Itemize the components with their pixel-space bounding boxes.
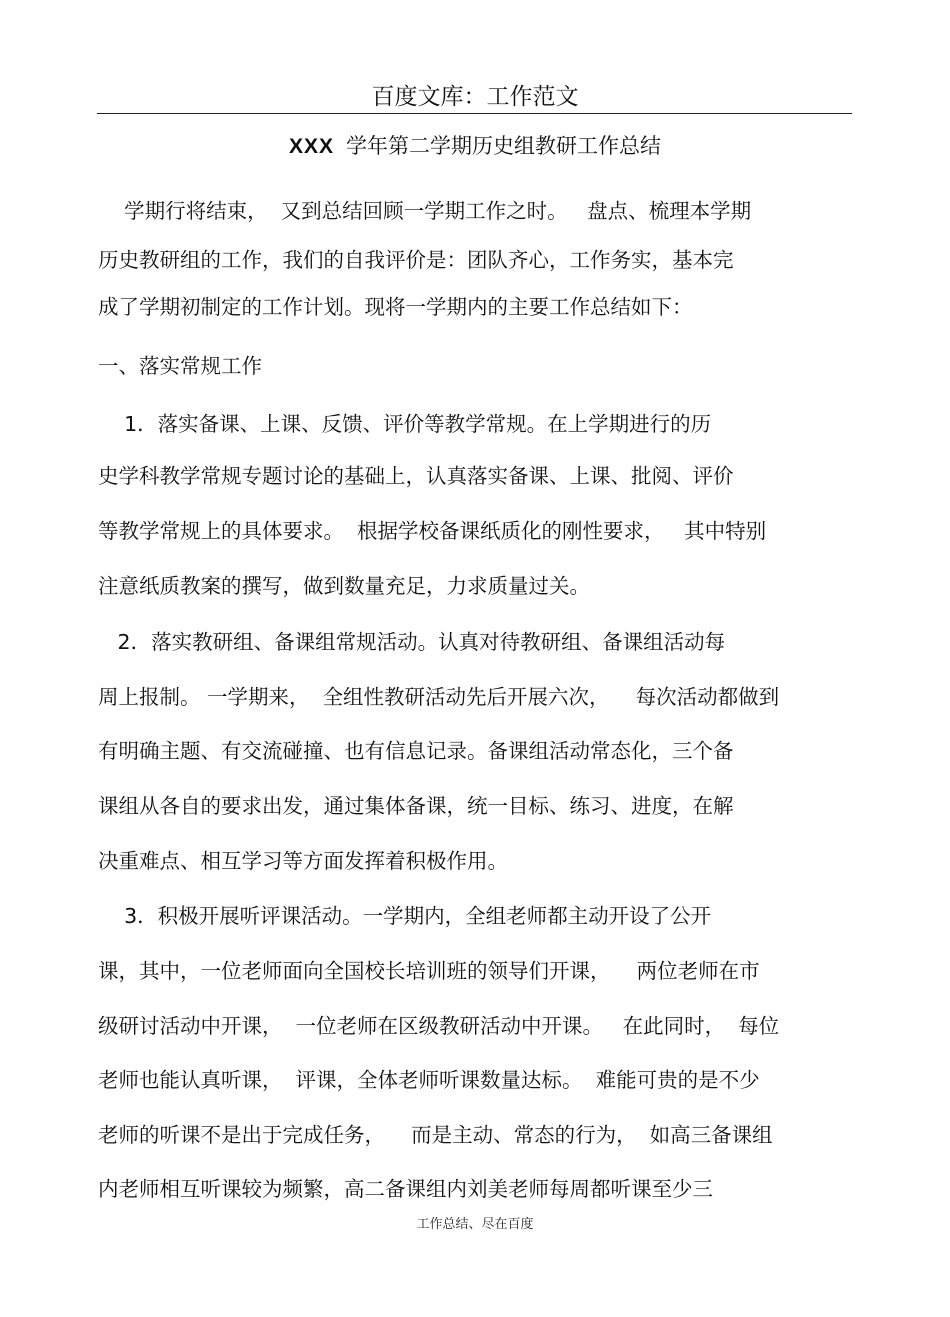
body-line: 学期行将结束， 又到总结回顾一学期工作之时。 盘点、梳理本学期 xyxy=(98,199,752,223)
header-divider xyxy=(97,113,852,114)
body-line: 等教学常规上的具体要求。 根据学校备课纸质化的刚性要求， 其中特别 xyxy=(98,519,767,543)
document-title-text: 学年第二学期历史组教研工作总结 xyxy=(346,134,662,158)
body-line: 课，其中，一位老师面向全国校长培训班的领导们开课， 两位老师在市 xyxy=(98,959,760,983)
body-line: 老师也能认真听课， 评课，全体老师听课数量达标。 难能可贵的是不少 xyxy=(98,1068,760,1092)
body-line: 周上报制。 一学期来， 全组性教研活动先后开展六次， 每次活动都做到 xyxy=(98,685,780,709)
page-header-title: 百度文库：工作范文 xyxy=(371,84,579,110)
page-footer: 工作总结、尽在百度 xyxy=(416,1217,534,1232)
body-line: 3．积极开展听评课活动。一学期内，全组老师都主动开设了公开 xyxy=(98,904,712,928)
body-line: 老师的听课不是出于完成任务， 而是主动、常态的行为， 如高三备课组 xyxy=(98,1123,773,1147)
body-line: 1．落实备课、上课、反馈、评价等教学常规。在上学期进行的历 xyxy=(98,412,712,436)
body-line: 成了学期初制定的工作计划。现将一学期内的主要工作总结如下： xyxy=(98,295,693,319)
body-line: 2．落实教研组、备课组常规活动。认真对待教研组、备课组活动每 xyxy=(98,630,726,654)
document-title-prefix: XXX xyxy=(288,135,335,158)
body-line: 历史教研组的工作，我们的自我评价是：团队齐心，工作务实，基本完 xyxy=(98,248,734,272)
body-line: 史学科教学常规专题讨论的基础上，认真落实备课、上课、批阅、评价 xyxy=(98,464,734,488)
body-line: 注意纸质教案的撰写，做到数量充足，力求质量过关。 xyxy=(98,574,590,598)
body-line: 有明确主题、有交流碰撞、也有信息记录。备课组活动常态化，三个备 xyxy=(98,739,734,763)
body-line: 内老师相互听课较为频繁，高二备课组内刘美老师每周都听课至少三 xyxy=(98,1177,713,1201)
body-line: 决重难点、相互学习等方面发挥着积极作用。 xyxy=(98,849,508,873)
document-title xyxy=(0,130,950,160)
body-line: 级研讨活动中开课， 一位老师在区级教研活动中开课。 在此同时， 每位 xyxy=(98,1014,780,1038)
section-heading: 一、落实常规工作 xyxy=(98,354,262,378)
body-line: 课组从各自的要求出发，通过集体备课，统一目标、练习、进度，在解 xyxy=(98,794,734,818)
